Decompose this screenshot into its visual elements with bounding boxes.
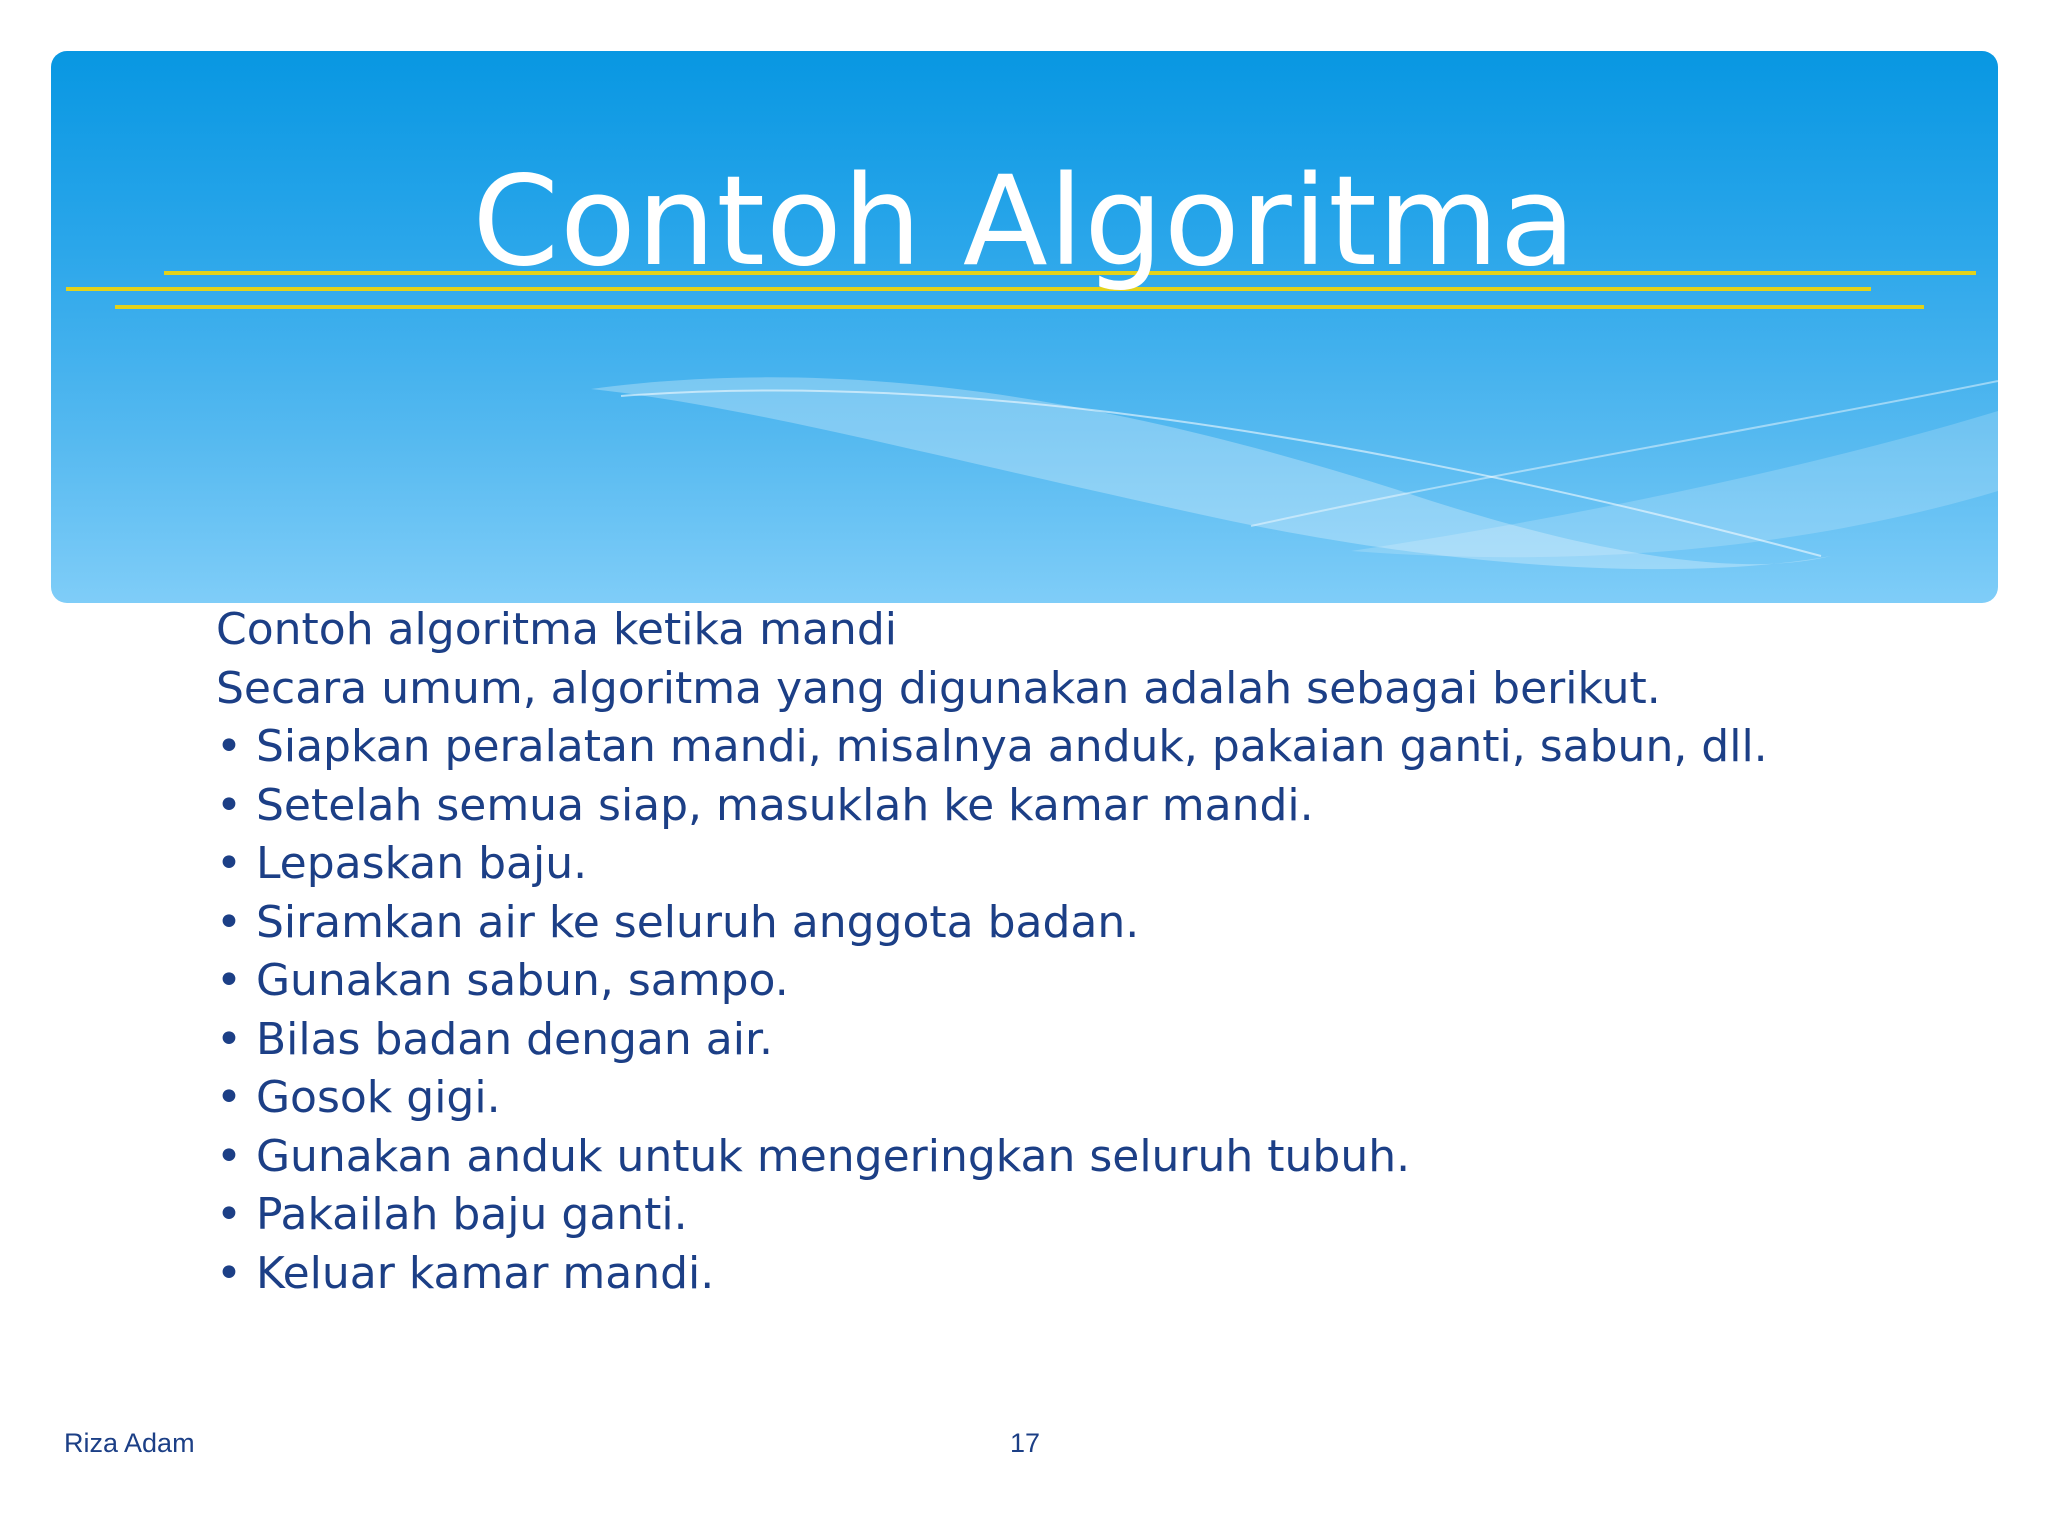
bullet-item: • Setelah semua siap, masuklah ke kamar mandi.	[216, 779, 1314, 831]
bullet-item: • Lepaskan baju.	[216, 838, 588, 889]
banner-decoration	[51, 51, 1998, 603]
page-number: 17	[1010, 1428, 1041, 1458]
slide-title: Contoh Algoritma	[472, 150, 1577, 294]
bullet-item: • Siramkan air ke seluruh anggota badan.	[216, 896, 1140, 948]
title-banner	[51, 51, 1998, 603]
bullet-item: • Pakailah baju ganti.	[216, 1189, 688, 1240]
bullet-item: • Bilas badan dengan air.	[216, 1013, 773, 1065]
bullet-item: • Gunakan sabun, sampo.	[216, 955, 789, 1006]
intro-line: Contoh algoritma ketika mandi	[216, 604, 897, 655]
intro-line: Secara umum, algoritma yang digunakan adalah sebagai berikut.	[216, 662, 1661, 714]
bullet-item: • Siapkan peralatan mandi, misalnya anduk, pakaian ganti, sabun, dll.	[216, 721, 1768, 772]
bullet-item: • Gunakan anduk untuk mengeringkan seluruh tubuh.	[216, 1130, 1411, 1182]
bullet-item: • Gosok gigi.	[216, 1072, 501, 1123]
bullet-item: • Keluar kamar mandi.	[216, 1247, 715, 1299]
footer-author: Riza Adam	[64, 1428, 195, 1458]
slide-body	[216, 601, 1916, 1303]
